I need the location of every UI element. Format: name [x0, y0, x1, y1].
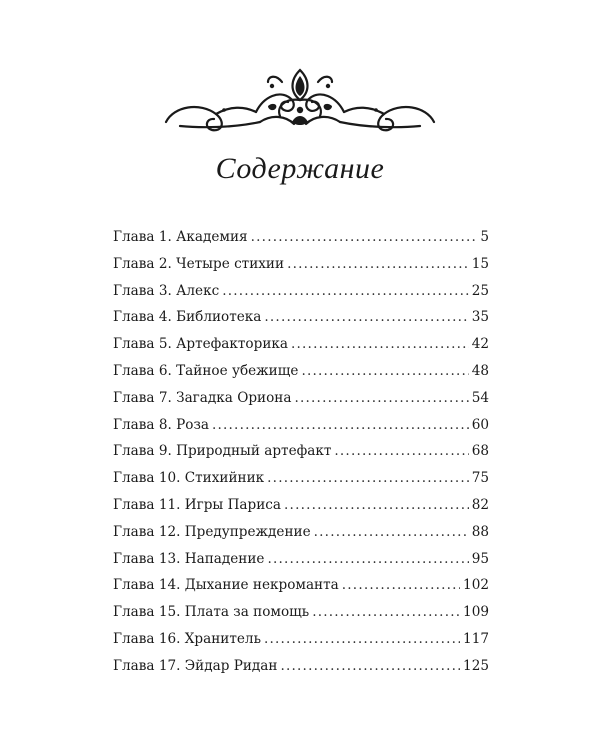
toc-entry — [113, 599, 489, 626]
chapter-title: Глава 16. Хранитель — [113, 630, 261, 647]
page-number: 60 — [471, 416, 489, 433]
chapter-title: Глава 17. Эйдар Ридан — [113, 657, 278, 674]
baroque-scroll-ornament-icon — [160, 62, 440, 134]
chapter-title: Глава 6. Тайное убежище — [113, 362, 299, 379]
page-number: 68 — [471, 443, 489, 460]
page-number: 125 — [463, 657, 489, 674]
dot-leader — [212, 412, 469, 439]
dot-leader — [264, 626, 460, 653]
toc-entry — [113, 465, 489, 492]
chapter-title: Глава 1. Академия — [113, 229, 248, 245]
page-number: 42 — [471, 336, 489, 353]
page-number: 102 — [463, 577, 489, 594]
page-number: 54 — [471, 389, 489, 406]
page-number: 95 — [471, 550, 489, 567]
page-title: Содержание — [215, 152, 385, 185]
dot-leader — [284, 492, 469, 519]
toc-entry — [113, 572, 489, 599]
page-number: 48 — [471, 362, 489, 379]
toc-entry — [113, 278, 489, 305]
toc-entry — [113, 519, 489, 546]
dot-leader — [301, 358, 468, 385]
chapter-title: Глава 12. Предупреждение — [113, 523, 311, 540]
chapter-title: Глава 15. Плата за помощь — [113, 604, 310, 621]
page-number: 109 — [463, 604, 489, 621]
dot-leader — [314, 519, 469, 546]
dot-leader — [291, 331, 469, 358]
dot-leader — [342, 572, 460, 599]
chapter-title: Глава 8. Роза — [113, 416, 209, 433]
page-number: 117 — [463, 630, 489, 647]
dot-leader — [280, 653, 460, 680]
page-number: 82 — [471, 496, 489, 513]
chapter-title: Глава 7. Загадка Ориона — [113, 389, 292, 406]
chapter-title: Глава 13. Нападение — [113, 550, 265, 567]
chapter-title: Глава 11. Игры Париса — [113, 496, 282, 513]
toc-entry — [113, 224, 489, 251]
chapter-title: Глава 14. Дыхание некроманта — [113, 577, 339, 594]
chapter-title: Глава 5. Артефакторика — [113, 336, 288, 353]
chapter-title: Глава 10. Стихийник — [113, 470, 265, 487]
toc-entry — [113, 331, 489, 358]
dot-leader — [294, 385, 468, 412]
toc-entry — [113, 626, 489, 653]
dot-leader — [264, 304, 468, 331]
table-of-contents — [113, 224, 489, 680]
dot-leader — [251, 224, 478, 251]
toc-entry — [113, 412, 489, 439]
page-number: 15 — [471, 255, 489, 272]
page-number: 35 — [471, 309, 489, 326]
dot-leader — [222, 278, 468, 305]
page-number: 25 — [471, 282, 489, 299]
toc-entry — [113, 251, 489, 278]
dot-leader — [312, 599, 460, 626]
toc-entry — [113, 438, 489, 465]
dot-leader — [267, 465, 469, 492]
dot-leader — [267, 546, 468, 573]
dot-leader — [334, 438, 468, 465]
chapter-title: Глава 9. Природный артефакт — [113, 443, 332, 460]
page-number: 88 — [471, 523, 489, 540]
toc-entry — [113, 304, 489, 331]
toc-entry — [113, 358, 489, 385]
toc-entry — [113, 653, 489, 680]
page-number: 5 — [480, 229, 489, 245]
toc-entry — [113, 385, 489, 412]
dot-leader — [287, 251, 469, 278]
toc-entry — [113, 546, 489, 573]
chapter-title: Глава 4. Библиотека — [113, 309, 262, 326]
chapter-title: Глава 2. Четыре стихии — [113, 255, 285, 272]
page-number: 75 — [471, 470, 489, 487]
toc-entry — [113, 492, 489, 519]
chapter-title: Глава 3. Алекс — [113, 282, 220, 299]
